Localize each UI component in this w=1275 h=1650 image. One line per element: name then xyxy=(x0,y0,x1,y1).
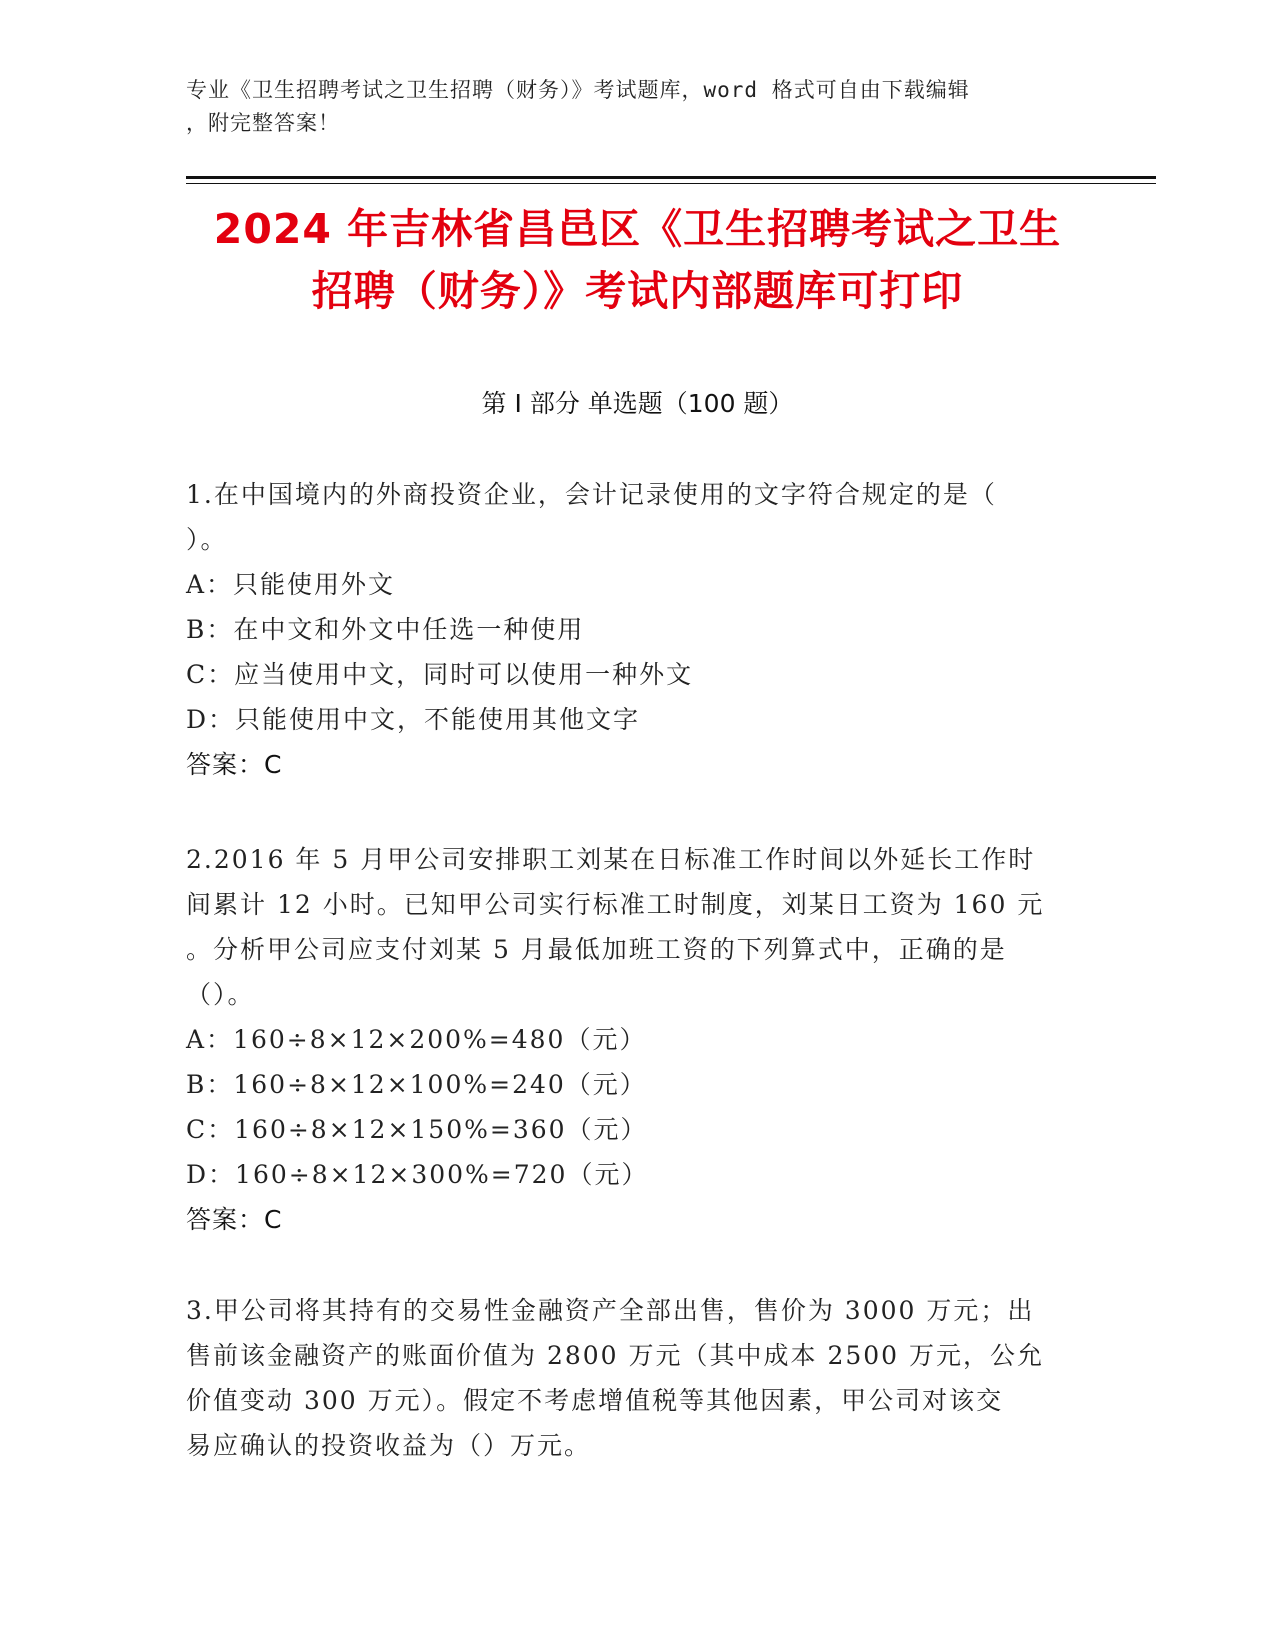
question-1 xyxy=(186,472,1086,787)
question-stem-line: 间累计 12 小时。已知甲公司实行标准工时制度，刘某日工资为 160 元 xyxy=(186,890,1045,919)
header-divider-thick xyxy=(186,176,1156,179)
option-c: C：160÷8×12×150%=360（元） xyxy=(186,1115,648,1144)
question-stem-line: 1.在中国境内的外商投资企业，会计记录使用的文字符合规定的是（ xyxy=(186,480,997,509)
document-title-line: 招聘（财务）》考试内部题库可打印 xyxy=(311,267,964,315)
question-stem-line: ）。 xyxy=(186,525,228,554)
option-c: C：应当使用中文，同时可以使用一种外文 xyxy=(186,660,694,689)
question-stem-line: （）。 xyxy=(186,980,255,1009)
option-a: A：160÷8×12×200%=480（元） xyxy=(186,1025,647,1054)
section-heading: 第 I 部分 单选题（100 题） xyxy=(481,389,794,418)
option-d: D：160÷8×12×300%=720（元） xyxy=(186,1160,649,1189)
header-divider-thin xyxy=(186,183,1156,184)
option-a: A：只能使用外文 xyxy=(186,570,396,599)
option-d: D：只能使用中文，不能使用其他文字 xyxy=(186,705,641,734)
header-note xyxy=(186,74,1066,140)
question-stem-line: 。分析甲公司应支付刘某 5 月最低加班工资的下列算式中，正确的是 xyxy=(186,935,1007,964)
question-stem-line: 2.2016 年 5 月甲公司安排职工刘某在日标准工作时间以外延长工作时 xyxy=(186,845,1036,874)
question-stem-line: 易应确认的投资收益为（）万元。 xyxy=(186,1431,592,1460)
question-stem-line: 价值变动 300 万元）。假定不考虑增值税等其他因素，甲公司对该交 xyxy=(186,1386,1004,1415)
question-2 xyxy=(186,837,1086,1242)
question-3 xyxy=(186,1288,1086,1468)
header-note-line: ，附完整答案！ xyxy=(186,111,340,135)
answer-line: 答案：C xyxy=(186,750,283,779)
option-b: B：160÷8×12×100%=240（元） xyxy=(186,1070,647,1099)
option-b: B：在中文和外文中任选一种使用 xyxy=(186,615,585,644)
header-note-line: 专业《卫生招聘考试之卫生招聘（财务）》考试题库，word 格式可自由下载编辑 xyxy=(186,78,970,102)
document-title xyxy=(130,198,1145,322)
answer-line: 答案：C xyxy=(186,1205,283,1234)
document-title-line: 2024 年吉林省昌邑区《卫生招聘考试之卫生 xyxy=(213,205,1062,253)
question-stem-line: 售前该金融资产的账面价值为 2800 万元（其中成本 2500 万元，公允 xyxy=(186,1341,1045,1370)
question-stem-line: 3.甲公司将其持有的交易性金融资产全部出售，售价为 3000 万元；出 xyxy=(186,1296,1035,1325)
